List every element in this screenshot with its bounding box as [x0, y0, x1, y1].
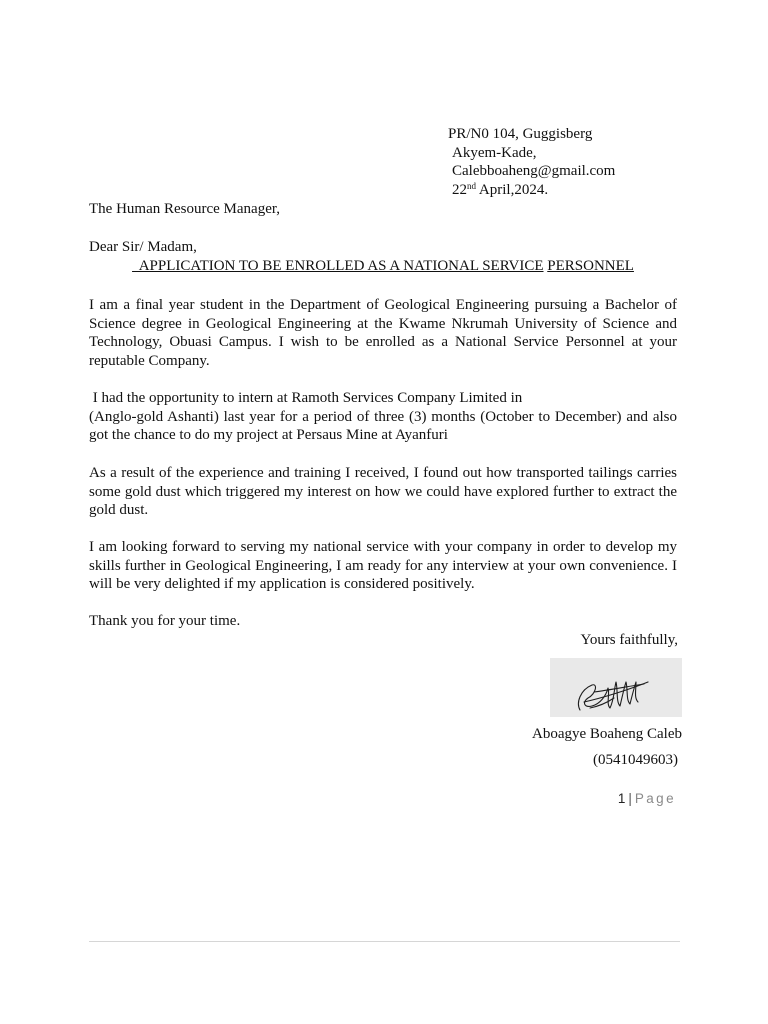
- closing-line: Yours faithfully,: [580, 632, 678, 648]
- signature-image: [550, 658, 682, 717]
- address-line-2: Akyem-Kade,: [452, 144, 537, 161]
- thanks-line: Thank you for your time.: [89, 613, 241, 629]
- body-paragraph-2-line-2: (Anglo-gold Ashanti) last year for a period of three (3) months (October to December) and also got the chance to do my project at Persaus Mine at Ayanfuri: [89, 408, 677, 443]
- date-suffix: nd: [467, 180, 476, 191]
- page-number-separator: |: [628, 791, 632, 806]
- subject-text: APPLICATION TO BE ENROLLED AS A NATIONAL SERVICE: [132, 258, 544, 274]
- subject-last-word: PERSONNEL: [547, 258, 634, 274]
- subject-heading: [89, 257, 677, 276]
- letter-date: [448, 181, 708, 200]
- body-paragraph-2-line-1: I had the opportunity to intern at Ramoth Services Company Limited in: [89, 390, 523, 406]
- signer-phone: (0541049603): [593, 752, 678, 768]
- recipient-line: The Human Resource Manager,: [89, 201, 280, 217]
- page-label: Page: [634, 791, 676, 806]
- salutation: Dear Sir/ Madam,: [89, 239, 197, 255]
- sender-address: [448, 125, 708, 199]
- sender-email: Calebboaheng@gmail.com: [452, 163, 616, 179]
- address-line-1: PR/N0 104, Guggisberg: [448, 126, 593, 142]
- body-paragraph-4: I am looking forward to serving my national service with your company in order to develop my skills further in Geological Engineering, I am ready for any interview at your own convenience. I will be very delighted if my application is considered positively.: [89, 539, 677, 592]
- body-paragraph-2: [89, 389, 677, 445]
- page-number-value: 1: [617, 791, 626, 806]
- body-paragraph-1: I am a final year student in the Department of Geological Engineering pursuing a Bachelor of Science degree in Geological Engineering at the Kwame Nkrumah University of Science and Technology, Obuasi Campus. I wish to be enrolled as a National Service Personnel at your reputable Company.: [89, 297, 677, 369]
- date-rest: April,2024.: [476, 181, 549, 198]
- date-day: 22: [452, 181, 467, 198]
- signature-scribble: [550, 658, 682, 717]
- signer-name: Aboagye Boaheng Caleb: [532, 726, 682, 742]
- page-number: [618, 790, 676, 809]
- footer-divider: [89, 941, 680, 942]
- body-paragraph-3: As a result of the experience and training I received, I found out how transported tailings carries some gold dust which triggered my interest on how we could have explored further to extract the gold dust.: [89, 465, 677, 518]
